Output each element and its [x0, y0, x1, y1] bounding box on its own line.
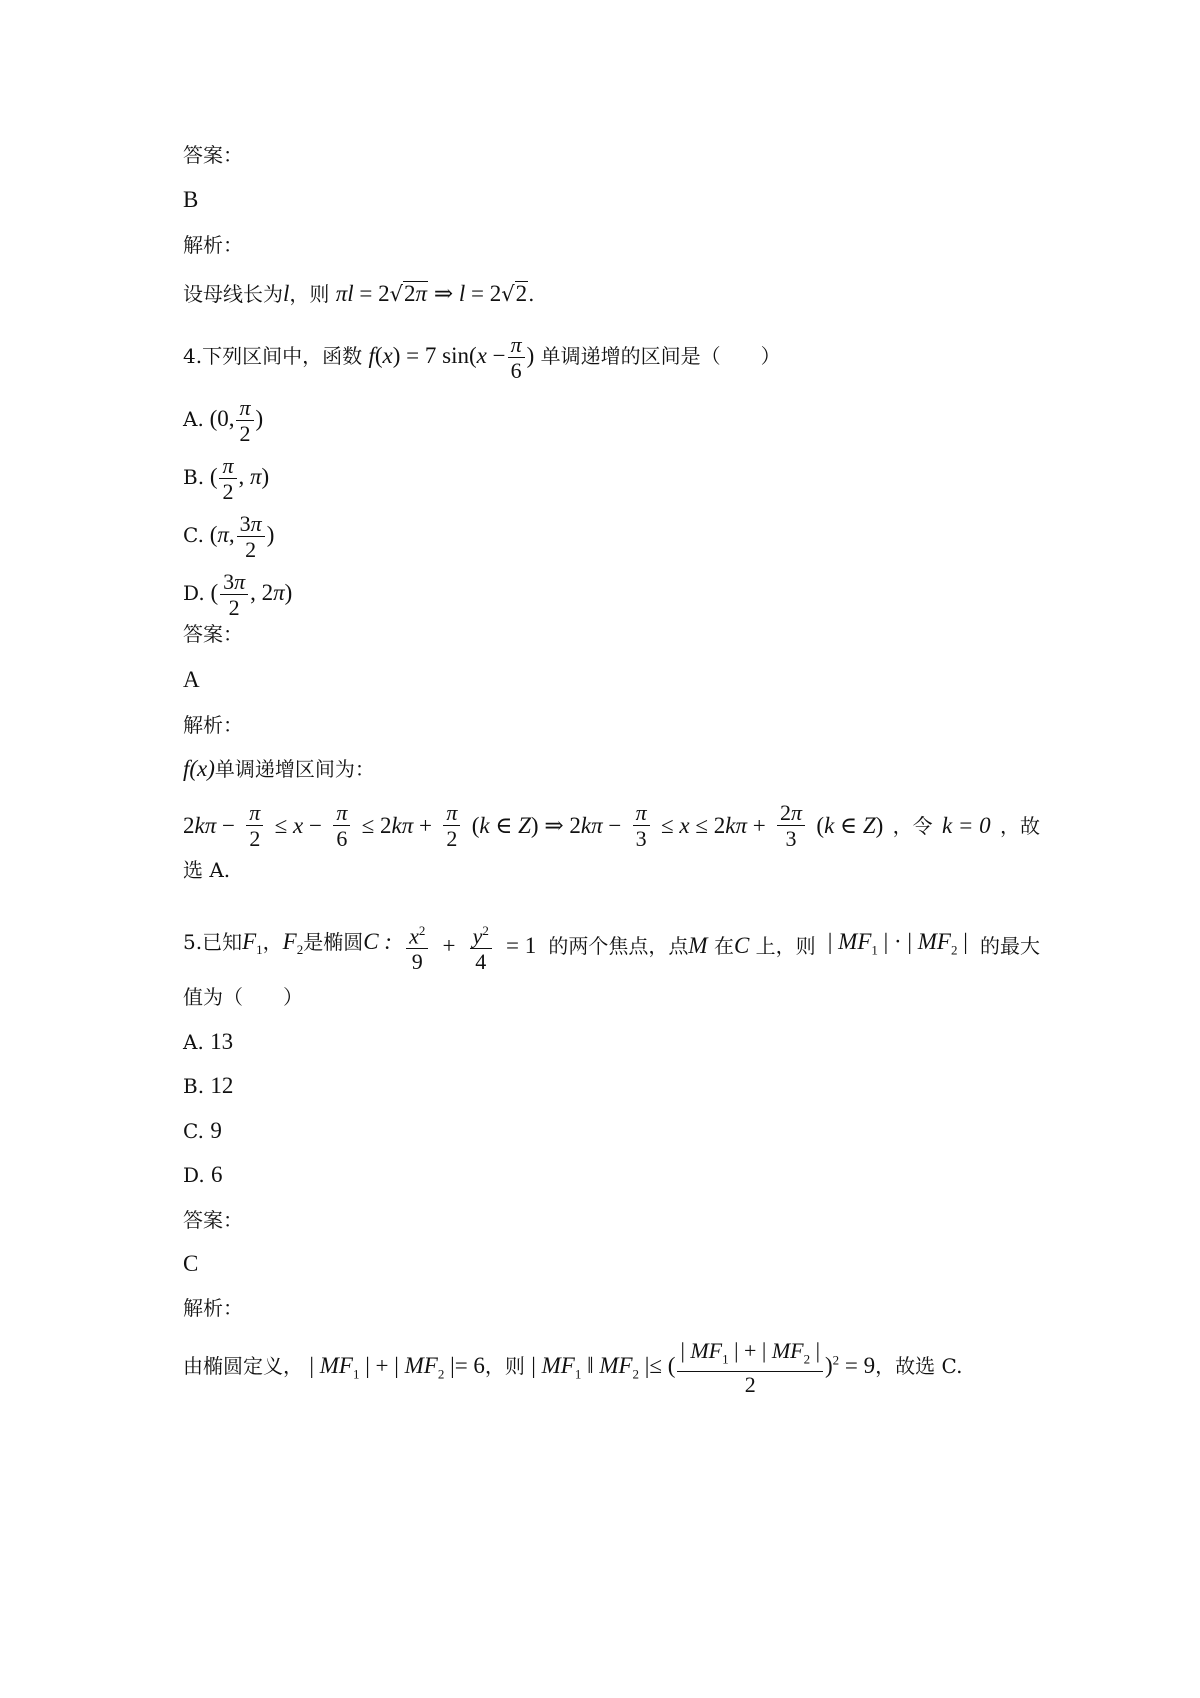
q3-solution-math: πl = 2√2π ⇒ l = 2√2 [335, 281, 528, 306]
q5-option-a: A. 13 [183, 1029, 234, 1054]
q4-answer: A [183, 667, 200, 692]
q4-stem: 4.下列区间中，函数 f(x) = 7 sin(x − $\frac{\pi}{6}$ ) 单调递增的区间是（ ） [183, 332, 781, 383]
q5-stem-line1: 5.已知$F_1$，$F_2$是椭圆C : $\frac{x^2}{9}$ + $\frac{y^2}{4}$ = 1 的两个焦点，点M 在C 上，则 | $MF_1$ | · | $MF_2$ | 的最大 [183, 918, 1040, 974]
q5-solution: 由椭圆定义， | $MF_1$ | + | $MF_2$ |= 6，则 | $MF_1$ ‖ $MF_2$ |≤ ( $\frac{| MF_1 | + | MF_2 |}{2}$ )$^2$ = 9，故选 C. [183, 1338, 963, 1398]
q5-option-b: B. 12 [183, 1073, 234, 1098]
answer-label: 答案： [183, 622, 243, 646]
q4-solution-line2: 2kπ − $\frac{\pi}{2}$ ≤ x − $\frac{\pi}{6}$ ≤ 2kπ + $\frac{\pi}{2}$ (k ∈ Z) ⇒ 2kπ − $\frac{\pi}{3}$ ≤ x ≤ 2kπ + $\frac{2\pi}{3}$ (k ∈ Z) ，令 k = 0 ，故 [183, 800, 1040, 851]
analysis-label: 解析： [183, 233, 243, 257]
q4-option-d: D. ( $\frac{3\pi}{2}$ , 2π) [183, 569, 293, 620]
q4-solution-line3: 选 A. [183, 858, 231, 882]
q3-solution: 设母线长为l，则 πl = 2√2π ⇒ l = 2√2. [183, 281, 535, 306]
q4-option-a: A. (0, $\frac{\pi}{2}$ ) [183, 395, 264, 446]
analysis-label: 解析： [183, 1296, 243, 1320]
answer-label: 答案： [183, 1208, 243, 1232]
answer-label: 答案： [183, 143, 243, 167]
q5-answer: C [183, 1251, 199, 1276]
q5-option-c: C. 9 [183, 1118, 222, 1143]
q3-answer: B [183, 187, 199, 212]
q4-solution-line1: f(x)单调递增区间为： [183, 756, 375, 781]
q4-option-c: C. (π, $\frac{3\pi}{2}$ ) [183, 511, 275, 562]
q5-option-d: D. 6 [183, 1162, 223, 1187]
q4-fraction: $\frac{\pi}{6}$ [508, 332, 525, 383]
analysis-label: 解析： [183, 713, 243, 737]
q5-stem-line2: 值为（ ） [183, 985, 303, 1009]
q4-option-b: B. ( $\frac{\pi}{2}$ , π) [183, 453, 270, 504]
